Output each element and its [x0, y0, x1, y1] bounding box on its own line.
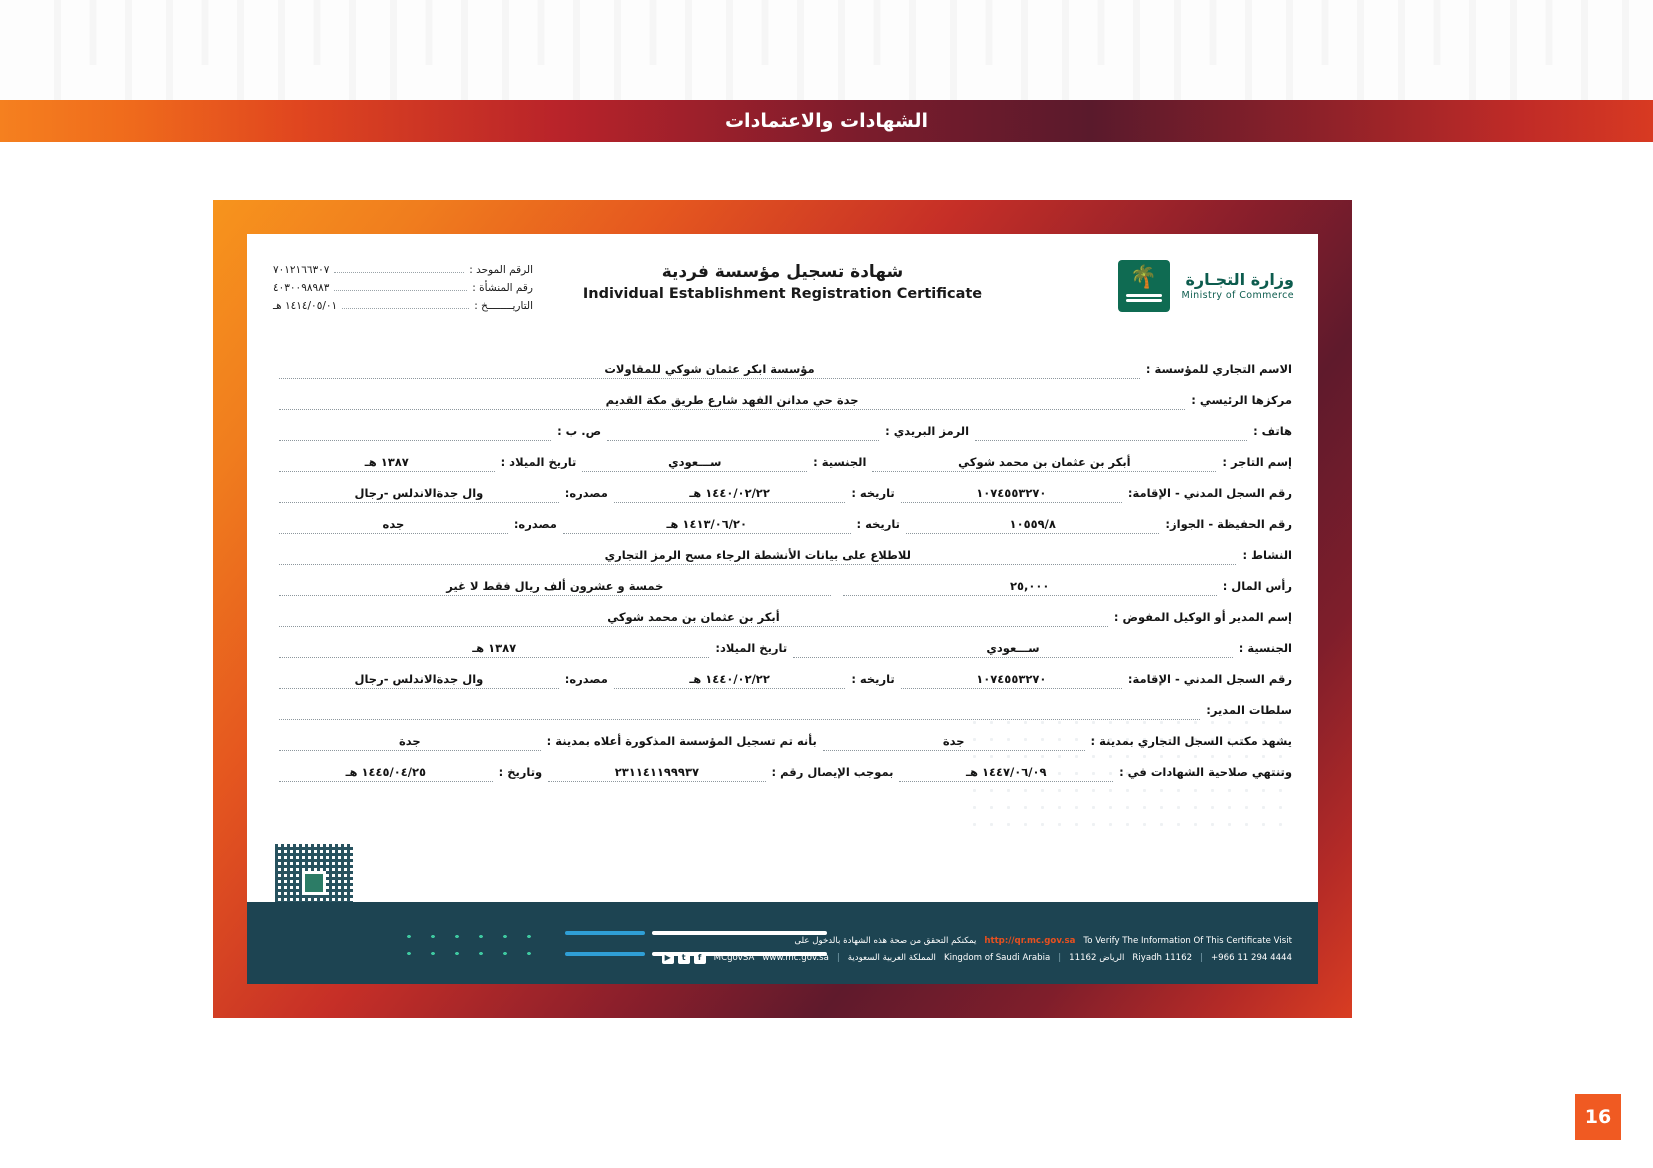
- field-contact: [273, 410, 1292, 441]
- field-value: ١٣٨٧ هـ: [472, 641, 517, 655]
- divider: |: [836, 952, 840, 963]
- field-value: ١٤١٣/٠٦/٢٠ هـ: [666, 517, 747, 531]
- footer-verify-row: [487, 933, 1292, 949]
- field-label: الجنسية :: [813, 455, 867, 469]
- field-authorities: [273, 689, 1292, 720]
- section-title: الشهادات والاعتمادات: [724, 110, 929, 132]
- meta-value: ٤٠٣٠٠٩٨٩٨٣: [273, 282, 330, 294]
- field-attestation: [273, 720, 1292, 751]
- field-value-area: [279, 483, 559, 503]
- field-label: النشاط :: [1242, 548, 1292, 562]
- field-value-area: [901, 669, 1122, 689]
- verify-link[interactable]: http://qr.mc.gov.sa: [984, 936, 1076, 947]
- field-value: للاطلاع على بيانات الأنشطة الرجاء مسح الرمز التجاري: [604, 548, 911, 562]
- field-capital: [273, 565, 1292, 596]
- field-value: ١٤٤٠/٠٢/٢٢ هـ: [689, 486, 770, 500]
- certificate-body: [247, 344, 1318, 782]
- youtube-icon[interactable]: ▶: [662, 952, 674, 964]
- field-value-area: [279, 514, 508, 534]
- field-value-area: [279, 576, 831, 596]
- field-civil-id: [273, 472, 1292, 503]
- field-value: مؤسسة ابكر عثمان شوكي للمقاولات: [604, 362, 815, 376]
- certificate-title-en: Individual Establishment Registration Certificate: [582, 286, 983, 302]
- dotted-rule: [334, 290, 467, 291]
- field-value: ١٤٤٧/٠٦/٠٩ هـ: [966, 765, 1047, 779]
- meta-row: [273, 282, 533, 294]
- field-trade-name: [273, 348, 1292, 379]
- field-value-area: [279, 638, 709, 658]
- footer-phone: +966 11 294 4444: [1210, 952, 1292, 963]
- field-expiry: [273, 751, 1292, 782]
- social-icons[interactable]: [662, 952, 706, 964]
- field-value-area: [279, 545, 1236, 565]
- field-value-area: [614, 669, 845, 689]
- field-passport: [273, 503, 1292, 534]
- footer-city-ar: الرياض 11162: [1069, 952, 1125, 963]
- field-value-area: [872, 452, 1216, 472]
- certificate-footer: [247, 902, 1318, 984]
- field-manager-civil-id: [273, 658, 1292, 689]
- field-label: رأس المال :: [1222, 579, 1292, 593]
- field-value-area: [975, 421, 1247, 441]
- certificate-frame: [213, 200, 1352, 1018]
- field-value-area: [279, 390, 1185, 410]
- field-value: ١٠٥٥٩/٨: [1009, 517, 1056, 531]
- meta-label: التاريــــــــخ :: [474, 300, 533, 312]
- field-value-area: [823, 731, 1085, 751]
- field-label: رقم السجل المدني - الإقامة:: [1127, 672, 1292, 686]
- field-value-area: [906, 514, 1159, 534]
- field-value-area: [607, 421, 879, 441]
- field-manager-nationality: [273, 627, 1292, 658]
- verify-text-en: To Verify The Information Of This Certificate Visit: [1083, 936, 1292, 947]
- field-value: جدة: [398, 734, 421, 748]
- field-value: جده: [382, 517, 405, 531]
- field-value: أبكر بن عثمان بن محمد شوكي: [607, 610, 780, 624]
- field-label: تاريخ الميلاد :: [500, 455, 577, 469]
- field-value: وال جدةالاندلس -رجال: [354, 486, 484, 500]
- twitter-icon[interactable]: t: [678, 952, 690, 964]
- field-value-area: [279, 359, 1140, 379]
- meta-label: رقم المنشأة :: [472, 282, 533, 294]
- field-label: وتاريخ :: [498, 765, 543, 779]
- field-label: إسم المدير أو الوكيل المفوض :: [1113, 610, 1292, 624]
- field-manager: [273, 596, 1292, 627]
- field-label: مركزها الرئيسي :: [1191, 393, 1292, 407]
- field-value-area: [843, 576, 1217, 596]
- field-value-area: [279, 452, 495, 472]
- field-label: تاريخه :: [851, 672, 895, 686]
- field-value-area: [582, 452, 807, 472]
- meta-label: الرقم الموحد :: [469, 264, 533, 276]
- field-value: ٢٣١١٤١١٩٩٩٣٧: [614, 765, 699, 779]
- field-label: رقم السجل المدني - الإقامة:: [1127, 486, 1292, 500]
- field-label: الجنسية :: [1238, 641, 1292, 655]
- field-label: بموجب الإيصال رقم :: [771, 765, 894, 779]
- field-label: مصدره:: [513, 517, 557, 531]
- attestation-text: بأنه تم تسجيل المؤسسة المذكورة أعلاه بمدينة :: [546, 734, 817, 748]
- meta-row: [273, 300, 533, 312]
- footer-country-en: Kingdom of Saudi Arabia: [943, 952, 1051, 963]
- saudi-emblem-icon: 🌴: [1118, 260, 1170, 312]
- divider: |: [1200, 952, 1203, 963]
- field-value: ١٤٤٠/٠٢/٢٢ هـ: [689, 672, 770, 686]
- field-value-area: [279, 607, 1108, 627]
- field-value: ١٣٨٧ هـ: [364, 455, 409, 469]
- ministry-name-en: Ministry of Commerce: [1181, 290, 1294, 302]
- watermark-band: [0, 0, 1653, 100]
- certificate-meta: [273, 264, 533, 318]
- field-value: ١٠٧٤٥٥٣٢٧٠: [976, 672, 1047, 686]
- field-value-area: [899, 762, 1113, 782]
- capital-in-words: خمسة و عشرون ألف ريال فقط لا غير: [446, 579, 664, 593]
- footer-content: [487, 933, 1292, 966]
- field-label: مصدره:: [564, 486, 608, 500]
- field-merchant: [273, 441, 1292, 472]
- field-label: تاريخه :: [851, 486, 895, 500]
- field-value-area: [563, 514, 851, 534]
- field-label: ص. ب :: [557, 424, 602, 438]
- meta-value: ١٤١٤/٠٥/٠١ هـ: [273, 300, 338, 312]
- field-value-area: [614, 483, 845, 503]
- field-value: جدة: [942, 734, 965, 748]
- field-value: ســـعودي: [668, 455, 722, 469]
- field-main-center: [273, 379, 1292, 410]
- field-label: سلطات المدير:: [1206, 703, 1292, 717]
- field-value-area: [279, 762, 493, 782]
- field-value-area: [901, 483, 1122, 503]
- field-label: تاريخه :: [856, 517, 900, 531]
- section-header: [0, 100, 1653, 142]
- dotted-rule: [342, 308, 469, 309]
- field-label: رقم الحفيظة - الجواز:: [1165, 517, 1292, 531]
- field-value: ١٤٤٥/٠٤/٢٥ هـ: [345, 765, 427, 779]
- field-value-area: [279, 669, 559, 689]
- field-label: يشهد مكتب السجل التجاري بمدينة :: [1090, 734, 1292, 748]
- field-value: ٢٥,٠٠٠: [1009, 579, 1050, 593]
- divider: |: [1058, 952, 1062, 963]
- field-label: إسم التاجر :: [1222, 455, 1292, 469]
- field-value-area: [793, 638, 1233, 658]
- footer-website[interactable]: www.mc.gov.sa: [762, 952, 829, 963]
- field-value-area: [279, 421, 551, 441]
- ministry-name-ar: وزارة التجـارة: [1185, 270, 1294, 290]
- field-label: مصدره:: [564, 672, 608, 686]
- certificate-title-ar: شهادة تسجيل مؤسسة فردية: [661, 262, 904, 282]
- certificate: [247, 234, 1318, 984]
- footer-country-ar: المملكة العربية السعودية: [847, 952, 936, 963]
- field-label: تاريخ الميلاد:: [715, 641, 788, 655]
- meta-value: ٧٠١٢١٦٦٣٠٧: [273, 264, 330, 276]
- facebook-icon[interactable]: f: [694, 952, 706, 964]
- watermark-row: [0, 0, 1653, 100]
- footer-city-en: Riyadh 11162: [1132, 952, 1193, 963]
- field-value: ســـعودي: [986, 641, 1040, 655]
- field-label: الاسم التجاري للمؤسسة :: [1145, 362, 1292, 376]
- field-value: ١٠٧٤٥٥٣٢٧٠: [976, 486, 1047, 500]
- field-value: جدة حي مدانن الفهد شارع طريق مكة القديم: [605, 393, 859, 407]
- verify-text-ar: يمكنكم التحقق من صحة هذه الشهادة بالدخول على: [794, 936, 977, 947]
- page-number: 16: [1575, 1094, 1621, 1140]
- field-value-area: [279, 731, 541, 751]
- footer-handle: MCgovSA: [713, 952, 755, 963]
- dotted-rule: [334, 272, 464, 273]
- field-activity: [273, 534, 1292, 565]
- field-value-area: [279, 700, 1200, 720]
- field-label: الرمز البريدي :: [885, 424, 970, 438]
- certificate-header: [247, 234, 1318, 344]
- field-value: وال جدةالاندلس -رجال: [354, 672, 484, 686]
- field-label: وتنتهي صلاحية الشهادات في :: [1119, 765, 1292, 779]
- meta-row: [273, 264, 533, 276]
- footer-contact-row: [487, 950, 1292, 966]
- field-value-area: [548, 762, 765, 782]
- field-label: هاتف :: [1253, 424, 1292, 438]
- field-value: أبكر بن عثمان بن محمد شوكي: [958, 455, 1131, 469]
